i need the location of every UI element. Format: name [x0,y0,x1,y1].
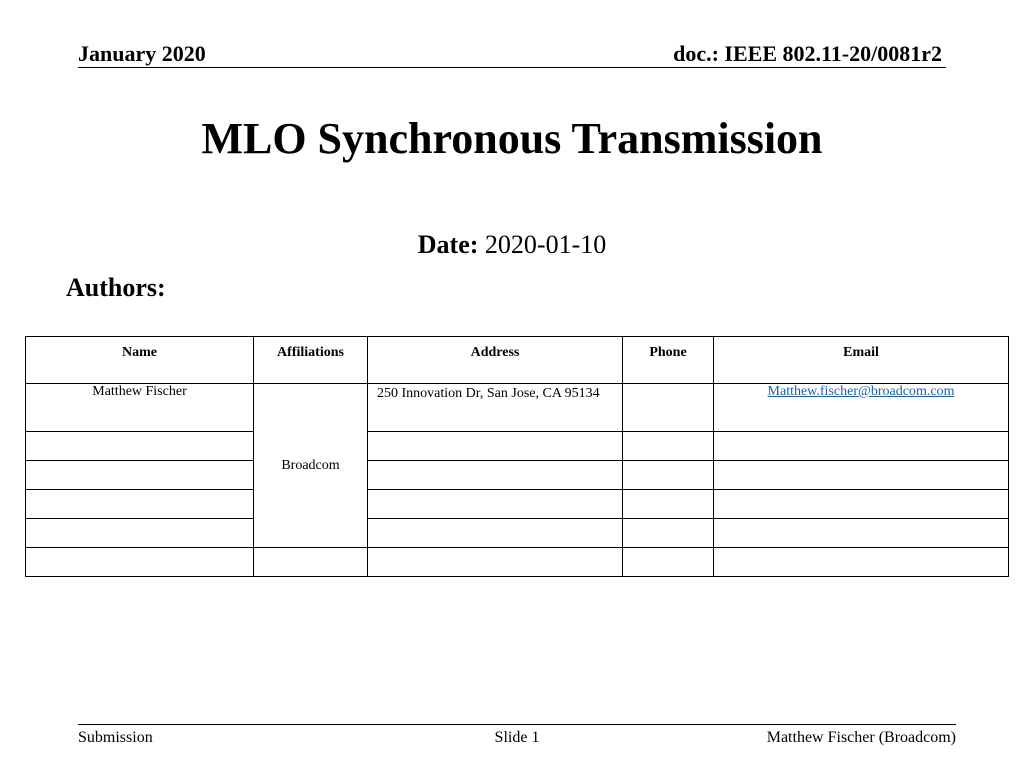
empty-cell [714,461,1009,490]
date-value: 2020-01-10 [484,230,607,259]
date-label: Date: [417,230,479,259]
empty-cell [368,432,623,461]
date-line [0,228,1024,262]
author-email-cell [714,384,1009,432]
empty-cell [368,490,623,519]
authors-table [25,336,1009,577]
col-header-name: Name [26,337,254,384]
author-address-cell: 250 Innovation Dr, San Jose, CA 95134 [368,384,623,432]
empty-cell [368,548,623,577]
empty-cell [623,490,714,519]
table-row [26,384,1009,432]
empty-cell [368,461,623,490]
empty-cell [714,432,1009,461]
col-header-phone: Phone [623,337,714,384]
empty-cell [254,548,368,577]
header-date: January 2020 [78,41,206,66]
table-row [26,432,1009,461]
slide-header [78,41,946,68]
empty-cell [26,548,254,577]
author-phone-cell [623,384,714,432]
empty-cell [714,519,1009,548]
table-row [26,490,1009,519]
footer-submission: Submission [78,729,153,746]
author-email-link[interactable]: Matthew.fischer@broadcom.com [767,384,955,399]
empty-cell [26,432,254,461]
empty-cell [714,548,1009,577]
table-row [26,519,1009,548]
empty-cell [714,490,1009,519]
col-header-address: Address [368,337,623,384]
author-name-cell: Matthew Fischer [26,384,254,432]
footer-slide-number: Slide 1 [494,729,540,746]
col-header-email: Email [714,337,1009,384]
empty-cell [26,490,254,519]
empty-cell [623,519,714,548]
empty-cell [623,461,714,490]
footer-author: Matthew Fischer (Broadcom) [766,729,956,746]
empty-cell [368,519,623,548]
empty-cell [623,432,714,461]
table-row [26,548,1009,577]
col-header-affiliations: Affiliations [254,337,368,384]
authors-label: Authors: [66,273,166,302]
affiliation-cell: Broadcom [254,384,368,548]
table-header-row [26,337,1009,384]
empty-cell [623,548,714,577]
slide-title: MLO Synchronous Transmission [201,114,823,163]
empty-cell [26,519,254,548]
empty-cell [26,461,254,490]
table-row [26,461,1009,490]
header-doc-id: doc.: IEEE 802.11-20/0081r2 [673,41,942,66]
slide-footer [78,724,956,751]
